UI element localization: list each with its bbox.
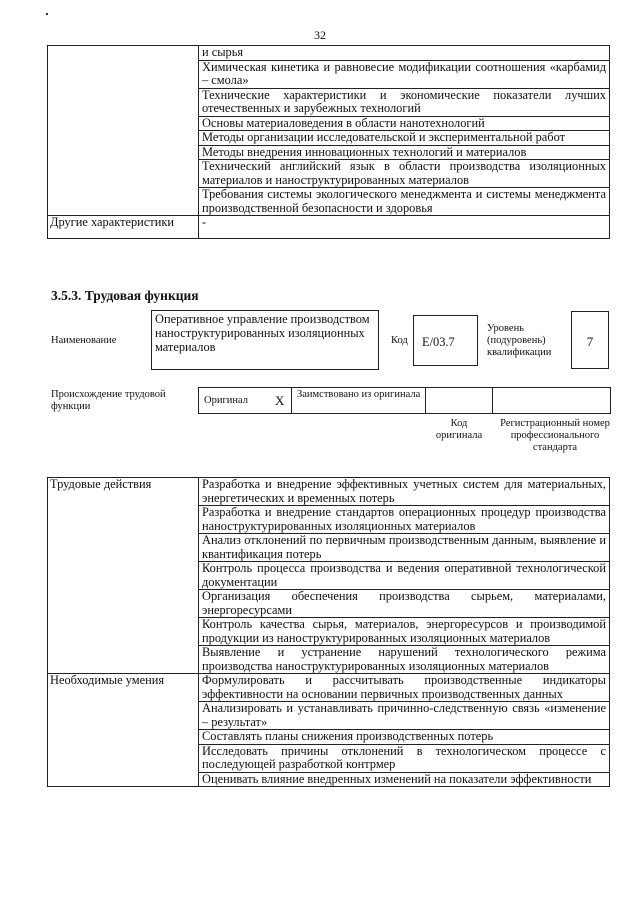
other-characteristics-value: -: [199, 216, 610, 239]
skill-item: Составлять планы снижения производственных потерь: [199, 730, 610, 745]
table-row: [48, 674, 610, 702]
table-row: [48, 46, 610, 61]
name-label: Наименование: [51, 335, 117, 346]
code-value-box: E/03.7: [413, 315, 478, 366]
divider: [425, 388, 426, 413]
page-number: 32: [314, 28, 326, 42]
level-label: Уровень (подуровень) квалификации: [487, 323, 552, 358]
actions-skills-table: [47, 477, 610, 787]
other-characteristics-label: Другие характеристики: [48, 216, 199, 239]
knowledge-item: Методы внедрения инновационных технологий и материалов: [199, 145, 610, 160]
original-mark: X: [275, 393, 285, 408]
knowledge-item: и сырья: [199, 46, 610, 61]
action-item: Выявление и устранение нарушений технологического режима производства наноструктурированных изоляционных материалов: [199, 646, 610, 674]
skill-item: Оценивать влияние внедренных изменений на показатели эффективности: [199, 772, 610, 787]
knowledge-item: Химическая кинетика и равновесие модификации соотношения «карбамид – смола»: [199, 60, 610, 88]
divider: [492, 388, 493, 413]
labor-actions-label: Трудовые действия: [48, 478, 199, 674]
code-original-caption: Код оригинала: [435, 418, 483, 441]
function-name-box: Оперативное управление производством наноструктурированных изоляционных материалов: [151, 310, 379, 370]
reg-number-caption: Регистрационный номер профессионального стандарта: [500, 418, 610, 453]
knowledge-label-cell: [48, 46, 199, 216]
knowledge-item: Требования системы экологического менеджмента и системы менеджмента производственной безопасности и здоровья: [199, 188, 610, 216]
knowledge-item: Основы материаловедения в области нанотехнологий: [199, 116, 610, 131]
action-item: Анализ отклонений по первичным производственным данным, выявление и квантификация потерь: [199, 534, 610, 562]
knowledge-item: Технический английский язык в области производства изоляционных материалов и наноструктурированных материалов: [199, 160, 610, 188]
action-item: Организация обеспечения производства сырьем, материалами, энергоресурсами: [199, 590, 610, 618]
borrowed-label: Заимствовано из оригинала: [297, 389, 421, 400]
knowledge-item: Методы организации исследовательской и экспериментальной работ: [199, 131, 610, 146]
action-item: Контроль качества сырья, материалов, энергоресурсов и производимой продукции из наноструктурированных изоляционных материалов: [199, 618, 610, 646]
action-item: Контроль процесса производства и ведения оперативной технологической документации: [199, 562, 610, 590]
required-skills-label: Необходимые умения: [48, 674, 199, 787]
action-item: Разработка и внедрение эффективных учетных систем для материальных, энергетических и временных потерь: [199, 478, 610, 506]
table-row: [48, 216, 610, 239]
divider: [291, 388, 292, 413]
action-item: Разработка и внедрение стандартов операционных процедур производства наноструктурированных изоляционных материалов: [199, 506, 610, 534]
scan-speck: [46, 13, 48, 15]
knowledge-item: Технические характеристики и экономические показатели лучших отечественных и зарубежных технологий: [199, 88, 610, 116]
skill-item: Исследовать причины отклонений в технологическом процессе с последующей разработкой контрмер: [199, 744, 610, 772]
knowledge-table: [47, 45, 610, 239]
code-label: Код: [391, 335, 408, 346]
origin-row: [198, 387, 611, 414]
section-title: 3.5.3. Трудовая функция: [51, 288, 199, 303]
skill-item: Анализировать и устанавливать причинно-следственную связь «изменение – результат»: [199, 702, 610, 730]
table-row: [48, 478, 610, 506]
level-value-box: 7: [571, 311, 609, 369]
origin-label: Происхождение трудовой функции: [51, 389, 166, 412]
original-label: Оригинал: [204, 395, 248, 406]
skill-item: Формулировать и рассчитывать производственные индикаторы эффективности на основании первичных производственных данных: [199, 674, 610, 702]
